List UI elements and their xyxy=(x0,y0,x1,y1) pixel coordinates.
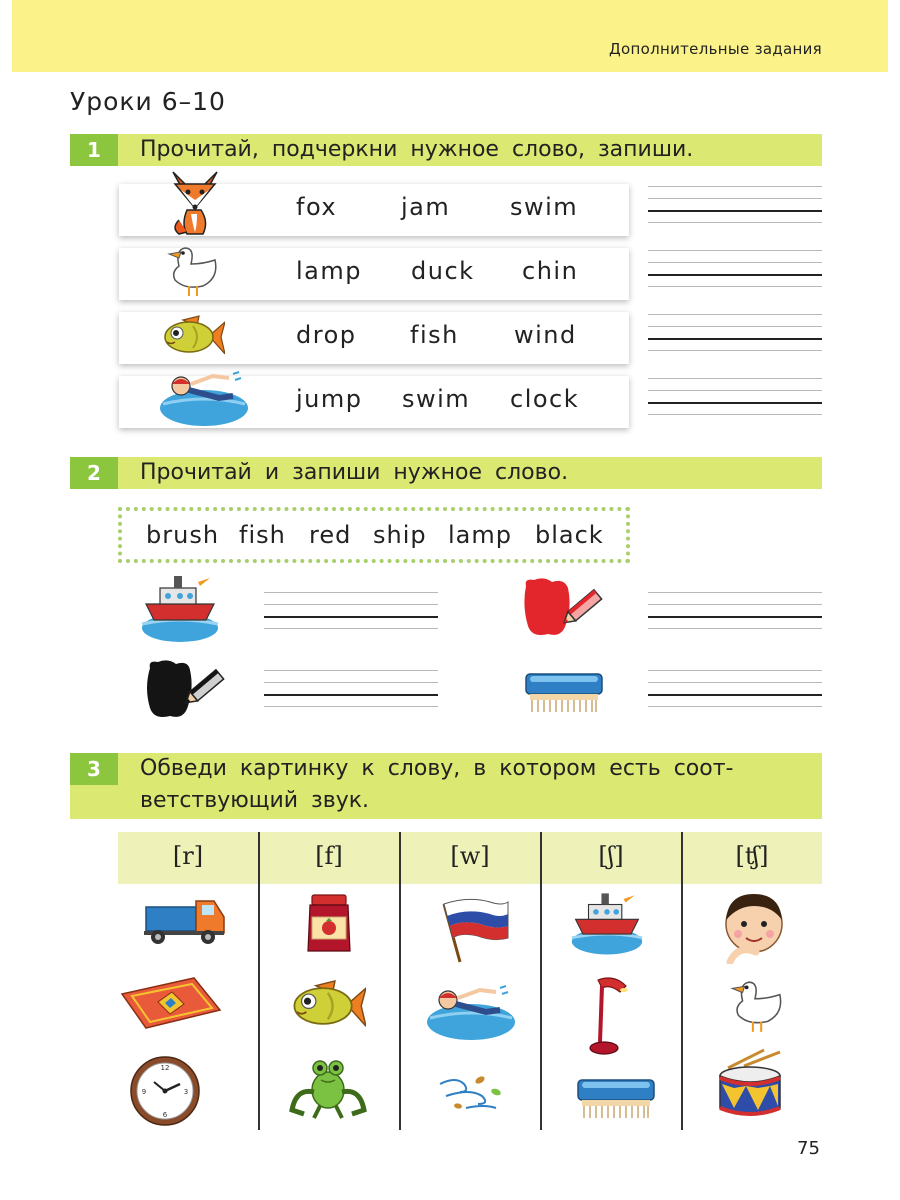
word-option[interactable]: wind xyxy=(514,321,577,349)
sound-label: [w] xyxy=(450,842,490,870)
word-bank-item: lamp xyxy=(448,521,512,549)
word-option[interactable]: swim xyxy=(402,385,471,413)
word-bank-item: ship xyxy=(373,521,427,549)
word-option[interactable]: jump xyxy=(296,385,363,413)
word-row-2 xyxy=(119,248,629,300)
sound-label: [r] xyxy=(172,842,204,870)
red-paint-icon xyxy=(522,576,606,638)
page-number: 75 xyxy=(797,1138,820,1159)
word-option[interactable]: duck xyxy=(411,257,475,285)
svg-text:12: 12 xyxy=(160,1064,170,1072)
word-row-3 xyxy=(119,312,629,364)
task-3-header xyxy=(70,753,822,819)
sound-label: [ʧ] xyxy=(735,842,769,870)
task-2-header xyxy=(70,457,822,489)
word-bank-item: black xyxy=(535,521,604,549)
fox-icon xyxy=(163,170,227,236)
brush-icon xyxy=(522,668,606,716)
brush-icon[interactable] xyxy=(574,1074,658,1122)
word-bank-item: brush xyxy=(146,521,220,549)
task-1-number: 1 xyxy=(70,134,118,166)
section-title: Дополнительные задания xyxy=(609,40,822,58)
black-paint-icon xyxy=(144,656,228,720)
task-3-instruction-line-2: ветствующий звук. xyxy=(140,788,370,813)
word-option[interactable]: drop xyxy=(296,321,357,349)
ship-icon xyxy=(140,572,220,644)
word-option[interactable]: lamp xyxy=(296,257,362,285)
word-option[interactable]: fox xyxy=(296,193,338,221)
jam-jar-icon[interactable] xyxy=(304,893,354,955)
black-writing-lines[interactable] xyxy=(264,670,438,720)
boy-chin-icon[interactable] xyxy=(720,890,786,964)
duck-icon xyxy=(163,244,221,298)
brush-writing-lines[interactable] xyxy=(648,670,822,720)
flag-icon[interactable] xyxy=(438,894,510,964)
word-row-1 xyxy=(119,184,629,236)
word-option[interactable]: clock xyxy=(510,385,580,413)
word-option[interactable]: jam xyxy=(401,193,451,221)
task-1-instruction: Прочитай, подчеркни нужное слово, запиши. xyxy=(140,137,694,162)
word-bank-item: red xyxy=(309,521,352,549)
column-divider xyxy=(681,832,683,1130)
lesson-title: Уроки 6–10 xyxy=(70,87,226,116)
svg-text:3: 3 xyxy=(183,1088,189,1096)
task-2-number: 2 xyxy=(70,457,118,489)
task-2-instruction: Прочитай и запиши нужное слово. xyxy=(140,460,569,485)
task-3-instruction-line-1: Обведи картинку к слову, в котором есть соот- xyxy=(140,756,734,781)
fish-icon xyxy=(163,314,225,360)
truck-icon[interactable] xyxy=(142,893,226,947)
svg-text:9: 9 xyxy=(141,1088,147,1096)
task-3-number: 3 xyxy=(70,753,118,785)
wind-icon[interactable] xyxy=(436,1070,506,1114)
ship-writing-lines[interactable] xyxy=(264,592,438,642)
drum-icon[interactable] xyxy=(714,1046,788,1120)
word-bank-item: fish xyxy=(239,521,286,549)
sound-label: [ʃ] xyxy=(598,842,624,870)
red-writing-lines[interactable] xyxy=(648,592,822,642)
swimmer-icon[interactable] xyxy=(424,984,518,1042)
sound-table-header xyxy=(118,832,822,884)
task-1-writing-lines[interactable] xyxy=(648,186,822,426)
svg-text:6: 6 xyxy=(162,1111,168,1119)
lamp-icon[interactable] xyxy=(584,976,634,1058)
word-bank xyxy=(118,507,630,563)
word-option[interactable]: chin xyxy=(522,257,579,285)
fish-icon[interactable] xyxy=(292,978,366,1034)
frog-icon[interactable] xyxy=(288,1056,368,1120)
column-divider xyxy=(540,832,542,1130)
rug-icon[interactable] xyxy=(118,974,224,1034)
task-1-header xyxy=(70,134,822,166)
word-row-4 xyxy=(119,376,629,428)
header-bar xyxy=(12,0,888,72)
ship-icon[interactable] xyxy=(570,888,644,958)
column-divider xyxy=(258,832,260,1130)
clock-icon[interactable] xyxy=(128,1054,202,1128)
duck-icon[interactable] xyxy=(726,976,786,1036)
swimmer-icon xyxy=(159,370,249,428)
sound-label: [f] xyxy=(315,842,343,870)
word-option[interactable]: swim xyxy=(510,193,579,221)
word-option[interactable]: fish xyxy=(410,321,459,349)
column-divider xyxy=(399,832,401,1130)
